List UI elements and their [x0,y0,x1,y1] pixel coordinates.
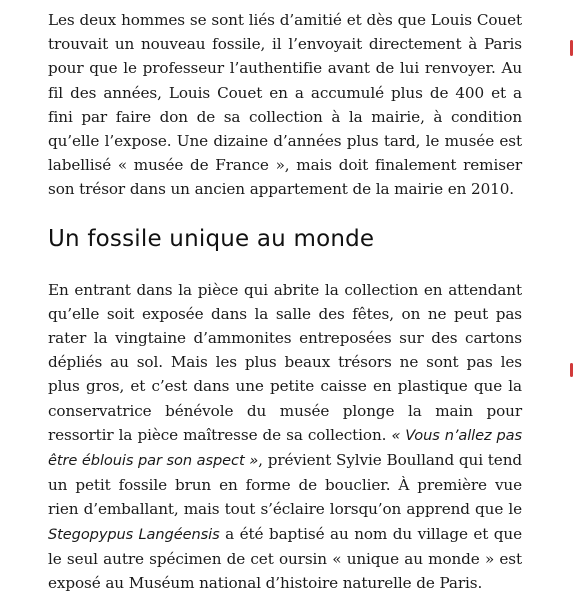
paragraph-intro: Les deux hommes se sont liés d’amitié et dès que Louis Couet trouvait un nouveau fossile, il l’envoyait directement à Paris pour que le professeur l’authentifie avant de lui renvoyer. Au fil des années, Louis Couet en a accumulé plus de 400 et a fini par faire don de sa collection à la mairie, à condition qu’elle l’expose. Une dizaine d’années plus tard, le musée est labellisé « musée de France », mais doit finalement remiser son trésor dans un ancien appartement de la mairie en 2010. [48,11,522,199]
paragraph-fossil [48,278,522,596]
paragraph-fossil-text-2: , prévient Sylvie Boulland qui tend un petit fossile brun en forme de bouclier. À première vue rien d’emballant, mais tout s’éclaire lorsqu’on apprend que le [48,451,522,519]
section-heading: Un fossile unique au monde [48,225,375,252]
paragraph-fossil-text-3: a été baptisé au nom du village et que le seul autre spécimen de cet oursin « unique au monde » est exposé au Muséum national d’histoire naturelle de Paris. [48,524,522,593]
sylvie-quote: « Vous n’allez pas être éblouis par son aspect » [48,426,522,470]
article-body [48,8,522,595]
species-name: Stegopypus Langéensis [48,525,220,543]
paragraph-fossil-text-1: En entrant dans la pièce qui abrite la collection en attendant qu’elle soit exposée dans la salle des fêtes, on ne peut pas rater la vingtaine d’ammonites entreposées sur des cartons dépliés au sol. Mais les plus beaux trésors ne sont pas les plus gros, et c’est dans une petite caisse en plastique que la conservatrice bénévole du musée plonge la main pour ressortir la pièce maîtresse de sa collection. [48,280,522,444]
